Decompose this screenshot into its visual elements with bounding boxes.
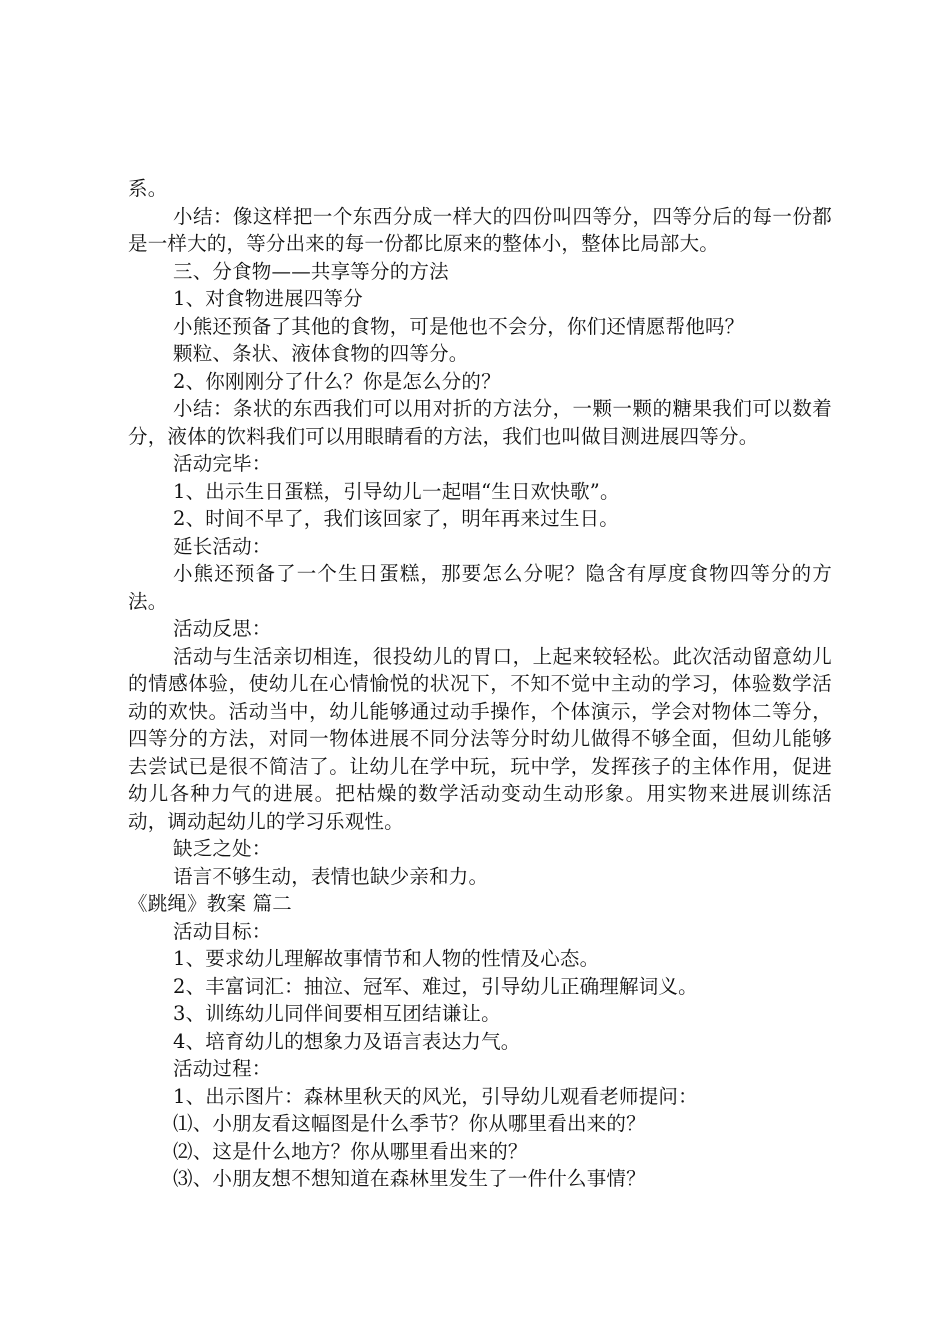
- paragraph: 小结：条状的东西我们可以用对折的方法分，一颗一颗的糖果我们可以数着分，液体的饮料我们可以用眼睛看的方法，我们也叫做目测进展四等分。: [128, 397, 832, 448]
- section-heading: 活动目标：: [173, 919, 272, 943]
- section-heading: 三、分食物——共享等分的方法: [173, 259, 449, 283]
- paragraph: 活动与生活亲切相连，很投幼儿的胃口，上起来较轻松。此次活动留意幼儿的情感体验，使幼儿在心情愉悦的状况下，不知不觉中主动的学习，体验数学活动的欢快。活动当中，幼儿能够通过动手操作，个体演示，学会对物体二等分，四等分的方法，对同一物体进展不同分法等分时幼儿做得不够全面，但幼儿能够去尝试已是很不简洁了。让幼儿在学中玩，玩中学，发挥孩子的主体作用，促进幼儿各种力气的进展。把枯燥的数学活动变动生动形象。用实物来进展训练活动，调动起幼儿的学习乐观性。: [128, 644, 832, 833]
- paragraph: 2、你刚刚分了什么？你是怎么分的？: [173, 369, 501, 393]
- paragraph: 1、要求幼儿理解故事情节和人物的性情及心态。: [173, 947, 600, 970]
- paragraph: 系。: [128, 177, 168, 200]
- section-heading: 延长活动：: [173, 534, 272, 558]
- document-body: [128, 175, 832, 1193]
- paragraph: 小熊还预备了其他的食物，可是他也不会分，你们还情愿帮他吗？: [173, 314, 745, 338]
- section-heading: 活动过程：: [173, 1057, 272, 1080]
- paragraph: 2、时间不早了，我们该回家了，明年再来过生日。: [173, 507, 620, 530]
- paragraph: ⑴、小朋友看这幅图是什么季节？你从哪里看出来的？: [173, 1112, 646, 1135]
- paragraph: 1、对食物进展四等分: [173, 287, 363, 310]
- section-heading: 活动反思：: [173, 617, 272, 640]
- paragraph: 小结：像这样把一个东西分成一样大的四份叫四等分，四等分后的每一份都是一样大的，等分出来的每一份都比原来的整体小，整体比局部大。: [128, 204, 832, 255]
- paragraph: 4、培育幼儿的想象力及语言表达力气。: [173, 1029, 521, 1053]
- paragraph: 颗粒、条状、液体食物的四等分。: [173, 342, 469, 365]
- paragraph: 3、训练幼儿同伴间要相互团结谦让。: [173, 1002, 501, 1025]
- paragraph: 小熊还预备了一个生日蛋糕，那要怎么分呢？隐含有厚度食物四等分的方法。: [128, 562, 832, 613]
- paragraph: 1、出示图片：森林里秋天的风光，引导幼儿观看老师提问：: [173, 1084, 698, 1108]
- paragraph: ⑶、小朋友想不想知道在森林里发生了一件什么事情？: [173, 1167, 646, 1190]
- section-heading: 活动完毕：: [173, 452, 272, 475]
- section-heading: 缺乏之处：: [173, 837, 272, 860]
- paragraph: 2、丰富词汇：抽泣、冠军、难过，引导幼儿正确理解词义。: [173, 974, 698, 998]
- paragraph: 1、出示生日蛋糕，引导幼儿一起唱“生日欢快歌”。: [173, 479, 620, 503]
- lesson-title: 《跳绳》教案 篇二: [128, 892, 292, 915]
- paragraph: 语言不够生动，表情也缺少亲和力。: [173, 864, 489, 888]
- paragraph: ⑵、这是什么地方？你从哪里看出来的？: [173, 1139, 528, 1163]
